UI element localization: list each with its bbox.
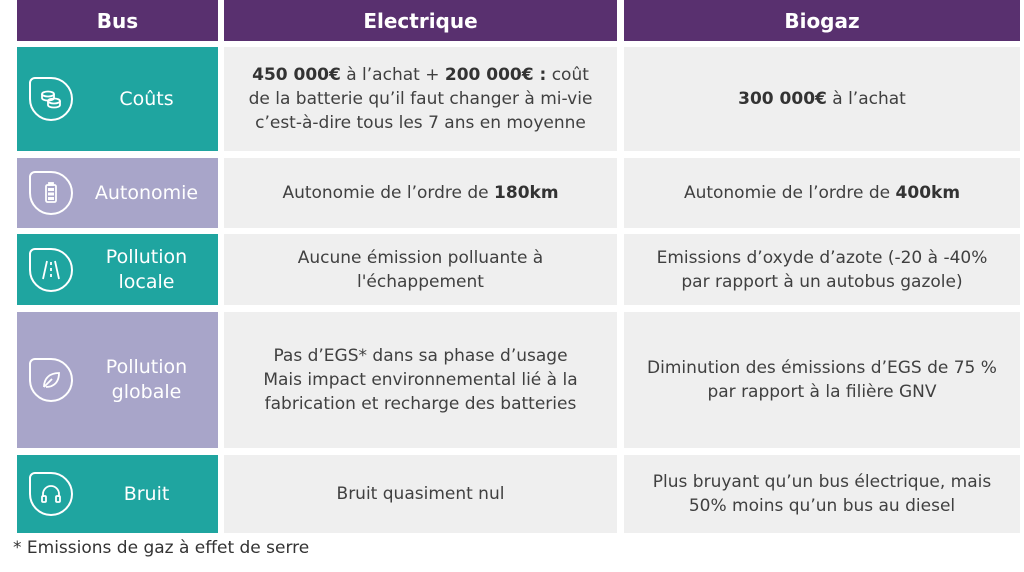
leaf-icon xyxy=(29,358,73,402)
value-bold: 400km xyxy=(895,183,961,203)
headphones-icon xyxy=(29,472,73,516)
local-pollution-electrique: Aucune émission polluante à l'échappement xyxy=(224,234,617,305)
row-label: Pollution locale xyxy=(105,245,188,293)
header-electrique: Electrique xyxy=(224,0,617,41)
row-costs-label-cell xyxy=(17,47,218,151)
costs-biogaz xyxy=(624,47,1020,151)
row-label: Coûts xyxy=(119,87,174,110)
coins-icon xyxy=(29,77,73,121)
value-bold: 450 000€ xyxy=(252,65,341,85)
text: à l’achat xyxy=(826,89,906,109)
autonomy-biogaz xyxy=(624,158,1020,228)
row-local-pollution-label-cell xyxy=(17,234,218,305)
noise-biogaz: Plus bruyant qu’un bus électrique, mais 50% moins qu’un bus au diesel xyxy=(624,455,1020,533)
row-noise-label-cell xyxy=(17,455,218,533)
header-bus: Bus xyxy=(17,0,218,41)
autonomy-electrique xyxy=(224,158,617,228)
row-label: Pollution globale xyxy=(105,356,188,403)
row-global-pollution-label-cell xyxy=(17,312,218,448)
noise-electrique: Bruit quasiment nul xyxy=(224,455,617,533)
header-biogaz: Biogaz xyxy=(624,0,1020,41)
footnote: * Emissions de gaz à effet de serre xyxy=(13,538,310,558)
text: Autonomie de l’ordre de xyxy=(683,183,896,203)
text: Autonomie de l’ordre de xyxy=(282,183,495,203)
value-bold: 180km xyxy=(494,183,559,203)
global-pollution-biogaz: Diminution des émissions d’EGS de 75 % par rapport à la filière GNV xyxy=(624,312,1020,448)
local-pollution-biogaz: Emissions d’oxyde d’azote (-20 à -40% par rapport à un autobus gazole) xyxy=(624,234,1020,305)
row-label: Bruit xyxy=(123,482,170,505)
battery-icon xyxy=(29,171,73,215)
road-icon xyxy=(29,248,73,292)
value-bold: 200 000€ : xyxy=(444,65,547,85)
global-pollution-electrique: Pas d’EGS* dans sa phase d’usage Mais impact environnemental lié à la fabrication et recharge des batteries xyxy=(224,312,617,448)
value-bold: 300 000€ xyxy=(738,89,827,109)
row-autonomy-label-cell xyxy=(17,158,218,228)
text: coût de la batterie qu’il faut changer à mi-vie c’est-à-dire tous les 7 ans en moyenne xyxy=(248,65,593,133)
text: à l’achat + xyxy=(340,65,445,85)
row-label: Autonomie xyxy=(94,181,199,204)
costs-electrique xyxy=(224,47,617,151)
